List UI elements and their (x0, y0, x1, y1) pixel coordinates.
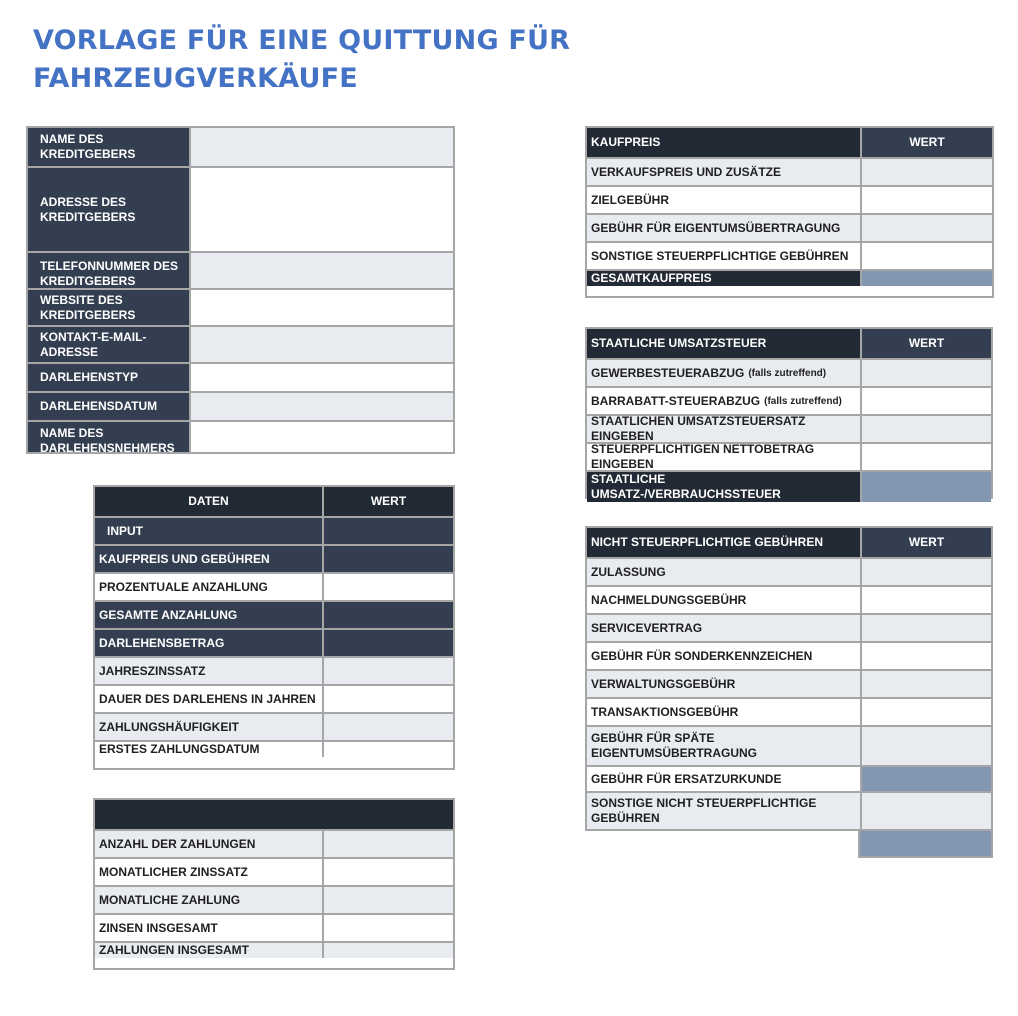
row-label: ZIELGEBÜHR (587, 187, 860, 213)
row-label: SERVICEVERTRAG (587, 615, 860, 641)
table-row (587, 765, 991, 791)
row-label-text: BARRABATT-STEUERABZUG (591, 393, 761, 408)
table-row (95, 913, 453, 941)
table-row (587, 241, 992, 269)
table-row (28, 391, 453, 420)
table-row (28, 288, 453, 325)
other-non-taxable-fees-field[interactable] (860, 793, 991, 829)
table-row (95, 572, 453, 600)
page-title: VORLAGE FÜR EINE QUITTUNG FÜR FAHRZEUGVERKÄUFE (33, 25, 571, 94)
payment-frequency-field[interactable] (322, 714, 453, 740)
row-label: PROZENTUALE ANZAHLUNG (95, 574, 322, 600)
row-label: DARLEHENSTYP (28, 364, 189, 391)
row-label: DARLEHENSDATUM (28, 393, 189, 420)
destination-fee-field[interactable] (860, 187, 992, 213)
row-label: WEBSITE DES KREDITGEBERS (28, 290, 189, 325)
sales-price-field[interactable] (860, 159, 992, 185)
table-row (587, 557, 991, 585)
row-label (587, 388, 860, 414)
monthly-interest-value (322, 859, 453, 885)
row-label: VERWALTUNGSGEBÜHR (587, 671, 860, 697)
table-row (95, 712, 453, 740)
row-label: ZAHLUNGSHÄUFIGKEIT (95, 714, 322, 740)
row-label (587, 360, 860, 386)
total-label: GESAMTKAUFPREIS (587, 271, 860, 286)
loan-type-field[interactable] (189, 364, 453, 391)
table-row (587, 791, 991, 829)
table-row (587, 442, 991, 470)
row-label: STAATLICHEN UMSATZSTEUERSATZ EINGEBEN (587, 416, 860, 442)
loan-data-table (93, 485, 455, 770)
row-label: GEBÜHR FÜR SPÄTE EIGENTUMSÜBERTRAGUNG (587, 727, 860, 765)
non-taxable-fees-body (585, 526, 993, 831)
row-label: ZULASSUNG (587, 559, 860, 585)
total-interest-value (322, 915, 453, 941)
non-taxable-fees-table (585, 526, 993, 858)
service-contract-field[interactable] (860, 615, 991, 641)
non-taxable-total-value (858, 829, 993, 858)
table-row (95, 684, 453, 712)
row-label: STEUERPFLICHTIGEN NETTOBETRAG EINGEBEN (587, 444, 860, 470)
table-row (587, 213, 992, 241)
table-row (587, 157, 992, 185)
replacement-title-fee-value (860, 767, 991, 791)
table-header-row (95, 487, 453, 516)
lender-phone-field[interactable] (189, 253, 453, 288)
trade-in-deduction-field[interactable] (860, 360, 991, 386)
row-label: ZAHLUNGEN INSGESAMT (95, 943, 322, 958)
column-header: NICHT STEUERPFLICHTIGE GEBÜHREN (587, 528, 860, 557)
table-row (28, 166, 453, 251)
row-label-note: (falls zutreffend) (764, 395, 842, 407)
special-plate-fee-field[interactable] (860, 643, 991, 669)
lender-name-field[interactable] (189, 128, 453, 166)
annual-interest-field[interactable] (322, 658, 453, 684)
loan-date-field[interactable] (189, 393, 453, 420)
table-row (95, 544, 453, 572)
table-row (28, 251, 453, 288)
table-row (95, 740, 453, 757)
column-header: KAUFPREIS (587, 128, 860, 157)
table-header-row (95, 800, 453, 829)
table-row (95, 656, 453, 684)
row-label: ANZAHL DER ZAHLUNGEN (95, 831, 322, 857)
table-row (95, 829, 453, 857)
rebate-deduction-field[interactable] (860, 388, 991, 414)
row-label: ADRESSE DES KREDITGEBERS (28, 168, 189, 251)
sales-tax-rate-field[interactable] (860, 416, 991, 442)
total-label: STAATLICHE UMSATZ-/VERBRAUCHSSTEUER (587, 472, 860, 502)
table-row (95, 516, 453, 544)
table-row (587, 585, 991, 613)
admin-fee-field[interactable] (860, 671, 991, 697)
table-row (28, 362, 453, 391)
input-value (322, 518, 453, 544)
borrower-name-field[interactable] (189, 422, 453, 452)
table-row (587, 669, 991, 697)
table-row (95, 941, 453, 958)
row-label: VERKAUFSPREIS UND ZUSÄTZE (587, 159, 860, 185)
table-row (587, 725, 991, 765)
table-header-row (587, 528, 991, 557)
lender-website-field[interactable] (189, 290, 453, 325)
purchase-price-table (585, 126, 994, 298)
monthly-payment-value (322, 887, 453, 913)
total-purchase-price-value (860, 271, 992, 286)
row-label: DAUER DES DARLEHENS IN JAHREN (95, 686, 322, 712)
row-label: GESAMTE ANZAHLUNG (95, 602, 322, 628)
table-row (587, 358, 991, 386)
row-label-note: (falls zutreffend) (748, 367, 827, 379)
row-label: JAHRESZINSSATZ (95, 658, 322, 684)
sales-tax-table (585, 327, 993, 499)
table-row (95, 628, 453, 656)
row-label: GEBÜHR FÜR ERSATZURKUNDE (587, 767, 860, 791)
table-row (28, 325, 453, 362)
row-label: TRANSAKTIONSGEBÜHR (587, 699, 860, 725)
row-label: INPUT (95, 518, 322, 544)
loan-term-field[interactable] (322, 686, 453, 712)
column-header: DATEN (95, 487, 322, 516)
taxable-net-amount-field[interactable] (860, 444, 991, 470)
row-label: GEBÜHR FÜR SONDERKENNZEICHEN (587, 643, 860, 669)
table-row (587, 470, 991, 502)
table-row (587, 641, 991, 669)
row-label: NACHMELDUNGSGEBÜHR (587, 587, 860, 613)
table-row (587, 697, 991, 725)
column-header: WERT (860, 128, 992, 157)
row-label: ZINSEN INSGESAMT (95, 915, 322, 941)
table-row (95, 600, 453, 628)
column-header: WERT (860, 528, 991, 557)
loan-amount-value (322, 630, 453, 656)
table-row (28, 128, 453, 166)
registration-field[interactable] (860, 559, 991, 585)
row-label: KAUFPREIS UND GEBÜHREN (95, 546, 322, 572)
late-registration-fee-field[interactable] (860, 587, 991, 613)
total-sales-tax-value (860, 472, 991, 502)
total-payments-value (322, 943, 453, 958)
row-label: KONTAKT-E-MAIL-ADRESSE (28, 327, 189, 362)
row-label: GEBÜHR FÜR EIGENTUMSÜBERTRAGUNG (587, 215, 860, 241)
lender-info-table (26, 126, 455, 454)
column-header: WERT (322, 487, 453, 516)
loan-results-table (93, 798, 455, 970)
row-label: SONSTIGE NICHT STEUERPFLICHTIGE GEBÜHREN (587, 793, 860, 829)
total-down-payment-value (322, 602, 453, 628)
row-label: SONSTIGE STEUERPFLICHTIGE GEBÜHREN (587, 243, 860, 269)
row-label: MONATLICHER ZINSSATZ (95, 859, 322, 885)
first-payment-date-field[interactable] (322, 742, 453, 757)
row-label: TELEFONNUMMER DES KREDITGEBERS (28, 253, 189, 288)
table-row (587, 613, 991, 641)
down-payment-percent-field[interactable] (322, 574, 453, 600)
table-row (95, 857, 453, 885)
table-row (587, 269, 992, 286)
purchase-price-fees-value (322, 546, 453, 572)
number-of-payments-value (322, 831, 453, 857)
table-row (95, 885, 453, 913)
row-label: MONATLICHE ZAHLUNG (95, 887, 322, 913)
contact-email-field[interactable] (189, 327, 453, 362)
row-label: NAME DES DARLEHENSNEHMERS (28, 422, 189, 452)
results-header (95, 800, 453, 829)
table-header-row (587, 329, 991, 358)
row-label: ERSTES ZAHLUNGSDATUM (95, 742, 322, 757)
table-header-row (587, 128, 992, 157)
table-row (587, 185, 992, 213)
other-taxable-fees-field[interactable] (860, 243, 992, 269)
table-row (587, 414, 991, 442)
column-header: WERT (860, 329, 991, 358)
transaction-fee-field[interactable] (860, 699, 991, 725)
late-title-transfer-field[interactable] (860, 727, 991, 765)
column-header: STAATLICHE UMSATZSTEUER (587, 329, 860, 358)
table-row (587, 386, 991, 414)
row-label: DARLEHENSBETRAG (95, 630, 322, 656)
table-row (28, 420, 453, 455)
row-label-text: GEWERBESTEUERABZUG (591, 365, 745, 380)
title-transfer-fee-field[interactable] (860, 215, 992, 241)
row-label: NAME DES KREDITGEBERS (28, 128, 189, 166)
lender-address-field[interactable] (189, 168, 453, 251)
